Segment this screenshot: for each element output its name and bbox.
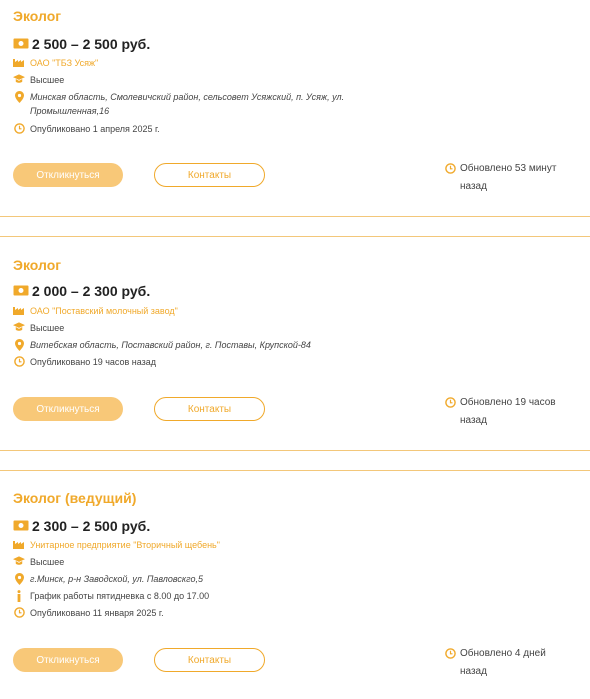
clock-icon bbox=[445, 394, 456, 415]
company-row bbox=[13, 56, 98, 70]
salary bbox=[13, 36, 150, 52]
company-link[interactable]: ОАО "Поставский молочный завод" bbox=[30, 306, 178, 316]
education-text: Высшее bbox=[30, 323, 65, 333]
contacts-button[interactable]: Контакты bbox=[154, 397, 265, 421]
updated-info bbox=[445, 160, 570, 196]
published-text: Опубликовано 19 часов назад bbox=[30, 357, 157, 367]
education-row bbox=[13, 321, 64, 335]
contacts-button[interactable]: Контакты bbox=[154, 648, 265, 672]
updated-info bbox=[445, 645, 570, 681]
updated-text: Обновлено 19 часов назад bbox=[460, 397, 556, 426]
updated-info bbox=[445, 394, 570, 430]
factory-icon bbox=[13, 304, 25, 315]
address-row bbox=[13, 338, 370, 352]
address-text: г.Минск, р-н Заводской, ул. Павловскго,5 bbox=[30, 574, 203, 584]
salary-text: 2 300 – 2 500 руб. bbox=[32, 518, 151, 534]
address-row bbox=[13, 572, 370, 586]
money-icon bbox=[13, 36, 29, 52]
respond-button[interactable]: Откликнуться bbox=[13, 163, 123, 187]
address-row bbox=[13, 90, 370, 118]
graduation-cap-icon bbox=[13, 73, 25, 84]
graduation-cap-icon bbox=[13, 555, 25, 566]
clock-icon bbox=[13, 355, 25, 367]
education-row bbox=[13, 555, 64, 569]
info-icon bbox=[13, 589, 25, 602]
education-row bbox=[13, 73, 64, 87]
vacancy-title[interactable]: Эколог (ведущий) bbox=[13, 490, 137, 506]
clock-icon bbox=[13, 606, 25, 618]
clock-icon bbox=[445, 160, 456, 181]
published-text: Опубликовано 1 апреля 2025 г. bbox=[30, 124, 160, 134]
company-link[interactable]: Унитарное предприятие "Вторичный щебень" bbox=[30, 540, 220, 550]
company-link[interactable]: ОАО "ТБЗ Усяж" bbox=[30, 58, 99, 68]
money-icon bbox=[13, 283, 29, 299]
card-divider bbox=[0, 216, 590, 217]
vacancy-title[interactable]: Эколог bbox=[13, 257, 62, 273]
contacts-button[interactable]: Контакты bbox=[154, 163, 265, 187]
clock-icon bbox=[13, 122, 25, 134]
respond-button[interactable]: Откликнуться bbox=[13, 397, 123, 421]
published-row bbox=[13, 606, 164, 620]
graduation-cap-icon bbox=[13, 321, 25, 332]
salary bbox=[13, 518, 150, 534]
address-text: Витебская область, Поставский район, г. Поставы, Крупской-84 bbox=[30, 340, 311, 350]
location-pin-icon bbox=[13, 90, 25, 103]
updated-text: Обновлено 53 минут назад bbox=[460, 163, 557, 192]
card-divider bbox=[0, 450, 590, 451]
salary bbox=[13, 283, 150, 299]
money-icon bbox=[13, 518, 29, 534]
location-pin-icon bbox=[13, 572, 25, 585]
vacancy-title[interactable]: Эколог bbox=[13, 8, 62, 24]
card-divider bbox=[0, 236, 590, 237]
schedule-text: График работы пятидневка с 8.00 до 17.00 bbox=[30, 591, 210, 601]
education-text: Высшее bbox=[30, 557, 65, 567]
updated-text: Обновлено 4 дней назад bbox=[460, 648, 546, 677]
respond-button[interactable]: Откликнуться bbox=[13, 648, 123, 672]
company-row bbox=[13, 304, 178, 318]
education-text: Высшее bbox=[30, 75, 65, 85]
schedule-row bbox=[13, 589, 209, 603]
salary-text: 2 000 – 2 300 руб. bbox=[32, 283, 151, 299]
published-row bbox=[13, 122, 160, 136]
address-text: Минская область, Смолевичский район, сельсовет Усяжский, п. Усяж, ул. Промышленная,16 bbox=[30, 92, 345, 116]
factory-icon bbox=[13, 538, 25, 549]
salary-text: 2 500 – 2 500 руб. bbox=[32, 36, 151, 52]
published-row bbox=[13, 355, 156, 369]
card-divider bbox=[0, 470, 590, 471]
company-row bbox=[13, 538, 220, 552]
factory-icon bbox=[13, 56, 25, 67]
clock-icon bbox=[445, 645, 456, 666]
published-text: Опубликовано 11 января 2025 г. bbox=[30, 608, 164, 618]
location-pin-icon bbox=[13, 338, 25, 351]
